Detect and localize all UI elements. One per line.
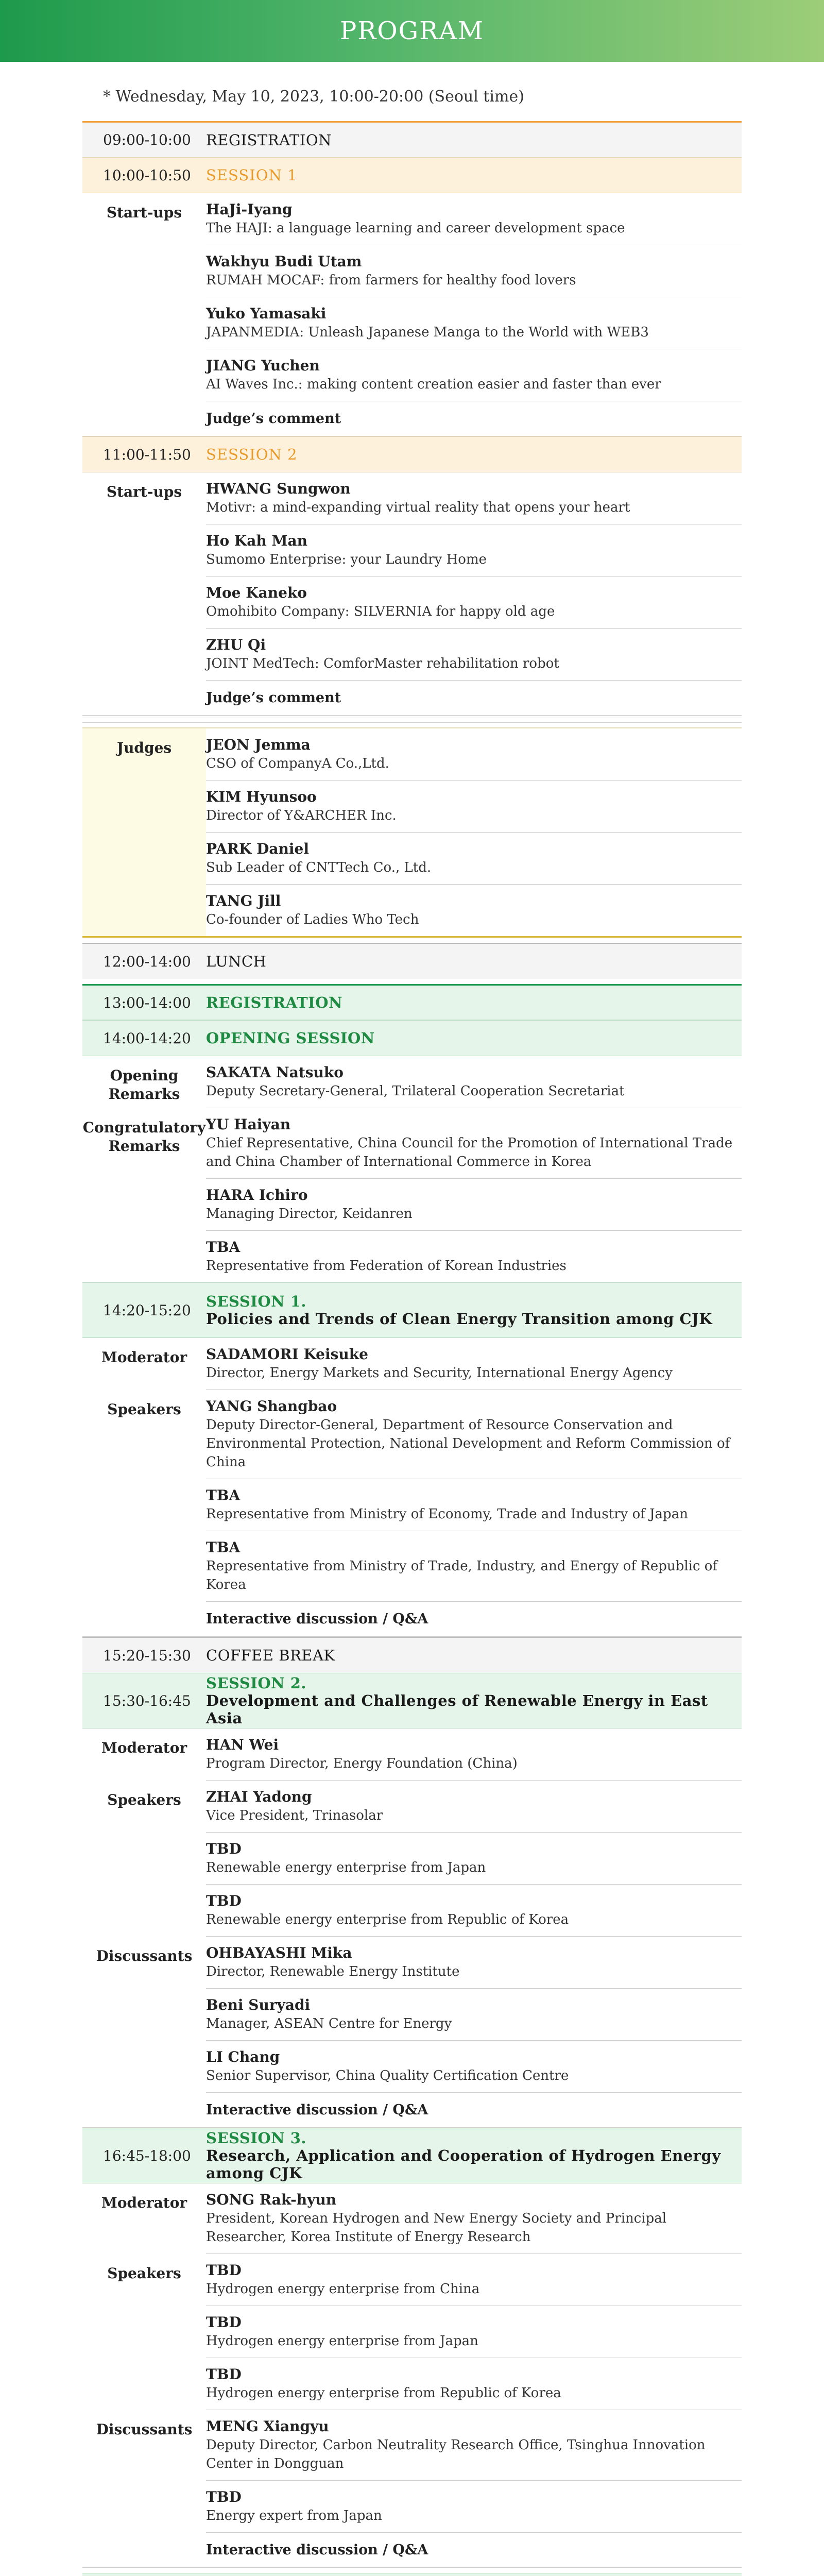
participant-name: SONG Rak-hyun <box>206 2191 337 2208</box>
closing-session-header <box>82 2573 742 2576</box>
role-group <box>82 1390 742 1602</box>
role-group <box>82 2254 742 2410</box>
participant-name: YANG Shangbao <box>206 1398 337 1415</box>
note-row <box>82 2533 742 2568</box>
session-note: Judge’s comment <box>206 690 341 706</box>
session-title: SESSION 1. <box>206 1293 307 1310</box>
participant-entry <box>206 1531 742 1602</box>
role-label: Opening Remarks <box>108 1067 180 1103</box>
session3-header <box>82 2128 742 2183</box>
participant-entry <box>206 1056 742 1108</box>
role-group <box>82 1056 742 1108</box>
participant-desc: Representative from Ministry of Economy, Trade and Industry of Japan <box>206 1506 688 1522</box>
participant-name: Moe Kaneko <box>206 584 307 601</box>
role-group <box>82 1937 742 2093</box>
role-group <box>82 1781 742 1937</box>
divider <box>82 718 742 723</box>
session-note: Interactive discussion / Q&A <box>206 2102 428 2118</box>
judge-entry <box>206 833 742 885</box>
coffee-break-row <box>82 1637 742 1673</box>
participant-entry <box>206 2183 742 2254</box>
page-title: PROGRAM <box>339 16 485 45</box>
session-title: REGISTRATION <box>206 994 342 1011</box>
session-note: Interactive discussion / Q&A <box>206 1611 428 1627</box>
session-title: OPENING SESSION <box>206 1029 375 1047</box>
session1-header <box>82 1282 742 1338</box>
participant-name: ZHU Qi <box>206 636 266 653</box>
opening-session-header <box>82 1020 742 1056</box>
time-cell: 16:45-18:00 <box>103 2147 191 2164</box>
note-row <box>82 401 742 436</box>
role-group <box>82 2183 742 2254</box>
participant-name: SAKATA Natsuko <box>206 1064 344 1081</box>
participant-name: MENG Xiangyu <box>206 2418 329 2435</box>
participant-entry <box>206 245 742 297</box>
participant-name: ZHAI Yadong <box>206 1788 312 1805</box>
participant-entry <box>206 1179 742 1231</box>
participant-entry <box>206 1108 742 1179</box>
registration-row <box>82 121 742 157</box>
participant-desc: RUMAH MOCAF: from farmers for healthy food lovers <box>206 273 576 288</box>
program-banner <box>0 0 824 62</box>
participant-desc: JOINT MedTech: ComforMaster rehabilitation robot <box>206 656 559 671</box>
participant-name: OHBAYASHI Mika <box>206 1944 352 1961</box>
role-group <box>82 1728 742 1781</box>
role-label: Judges <box>116 739 172 756</box>
participant-desc: Senior Supervisor, China Quality Certification Centre <box>206 2068 569 2083</box>
judge-desc: Co-founder of Ladies Who Tech <box>206 912 419 927</box>
participant-desc: Deputy Director-General, Department of Resource Conservation and Environmental Protection, National Development and Reform Commission of China <box>206 1417 730 1470</box>
participant-desc: Program Director, Energy Foundation (China) <box>206 1756 518 1771</box>
note-row <box>82 2093 742 2128</box>
session-note: Interactive discussion / Q&A <box>206 2542 428 2558</box>
judge-desc: Sub Leader of CNTTech Co., Ltd. <box>206 860 432 875</box>
participant-desc: Representative from Federation of Korean Industries <box>206 1258 566 1274</box>
participant-name: Wakhyu Budi Utam <box>206 253 362 270</box>
participant-name: TBA <box>206 1487 241 1504</box>
participant-entry <box>206 1781 742 1833</box>
time-cell: 09:00-10:00 <box>103 131 191 148</box>
session-title: REGISTRATION <box>206 131 332 149</box>
note-row <box>82 1602 742 1637</box>
role-label: Moderator <box>101 1739 187 1756</box>
participant-name: HAN Wei <box>206 1736 279 1753</box>
participant-entry <box>206 1231 742 1282</box>
judge-entry <box>206 885 742 936</box>
participant-name: TBD <box>206 1840 242 1857</box>
participant-desc: Managing Director, Keidanren <box>206 1206 413 1222</box>
participant-entry <box>206 629 742 681</box>
note-row <box>82 681 742 716</box>
participant-entry <box>206 297 742 349</box>
participant-entry <box>206 1390 742 1479</box>
participant-name: LI Chang <box>206 2048 280 2065</box>
participant-entry <box>206 2358 742 2410</box>
participant-desc: President, Korean Hydrogen and New Energy Society and Principal Researcher, Korea Institute of Energy Research <box>206 2211 667 2245</box>
participant-desc: Director, Renewable Energy Institute <box>206 1964 460 1979</box>
session-title: SESSION 1 <box>206 166 298 184</box>
participant-desc: Vice President, Trinasolar <box>206 1808 383 1823</box>
session-subtitle: Development and Challenges of Renewable Energy in East Asia <box>206 1692 708 1727</box>
role-group <box>82 1108 742 1282</box>
participant-name: Ho Kah Man <box>206 532 307 549</box>
participant-name: HaJi-Iyang <box>206 201 293 218</box>
participant-name: SADAMORI Keisuke <box>206 1346 368 1363</box>
participant-name: TBD <box>206 2366 242 2383</box>
participant-name: Beni Suryadi <box>206 1996 311 2013</box>
participant-entry <box>206 1989 742 2041</box>
participant-desc: Chief Representative, China Council for the Promotion of International Trade and China Chamber of International Commerce in Korea <box>206 1136 733 1170</box>
registration-row <box>82 984 742 1020</box>
time-cell <box>82 2573 206 2576</box>
judges-group <box>82 727 742 938</box>
role-group <box>82 1338 742 1390</box>
judge-name: JEON Jemma <box>206 736 311 753</box>
role-label: Speakers <box>107 2265 181 2282</box>
session-title: SESSION 3. <box>206 2129 307 2147</box>
role-label: Speakers <box>107 1791 181 1808</box>
time-cell: 15:30-16:45 <box>103 1692 191 1709</box>
role-label: Start-ups <box>106 204 182 221</box>
judge-name: KIM Hyunsoo <box>206 788 317 805</box>
role-group <box>82 193 742 401</box>
participant-name: HARA Ichiro <box>206 1187 308 1204</box>
participant-desc: Hydrogen energy enterprise from Republic of Korea <box>206 2385 561 2401</box>
time-cell: 11:00-11:50 <box>103 446 191 463</box>
participant-entry <box>206 1728 742 1781</box>
time-cell: 10:00-10:50 <box>103 166 191 184</box>
participant-desc: Manager, ASEAN Centre for Energy <box>206 2016 452 2031</box>
session1-header <box>82 157 742 193</box>
participant-entry <box>206 577 742 629</box>
participant-desc: Hydrogen energy enterprise from Japan <box>206 2333 478 2349</box>
session2-header <box>82 1673 742 1728</box>
participant-desc: Renewable energy enterprise from Japan <box>206 1860 486 1875</box>
judge-name: TANG Jill <box>206 892 281 909</box>
participant-entry <box>206 193 742 245</box>
participant-name: TBA <box>206 1239 241 1256</box>
participant-name: TBD <box>206 2262 242 2279</box>
participant-name: TBD <box>206 2314 242 2331</box>
time-cell: 14:20-15:20 <box>103 1301 191 1319</box>
participant-desc: AI Waves Inc.: making content creation easier and faster than ever <box>206 377 661 392</box>
participant-name: TBD <box>206 1892 242 1909</box>
participant-name: Yuko Yamasaki <box>206 305 327 322</box>
session-note: Judge’s comment <box>206 411 341 427</box>
participant-desc: Sumomo Enterprise: your Laundry Home <box>206 552 487 567</box>
participant-desc: Hydrogen energy enterprise from China <box>206 2281 480 2297</box>
session-subtitle: Research, Application and Cooperation of Hydrogen Energy among CJK <box>206 2147 721 2182</box>
participant-desc: JAPANMEDIA: Unleash Japanese Manga to the World with WEB3 <box>206 325 649 340</box>
participant-name: HWANG Sungwon <box>206 480 351 497</box>
participant-desc: Renewable energy enterprise from Republic of Korea <box>206 1912 569 1927</box>
participant-entry <box>206 349 742 401</box>
session-title <box>206 2573 742 2576</box>
participant-name: YU Haiyan <box>206 1116 291 1133</box>
time-cell: 15:20-15:30 <box>103 1647 191 1664</box>
time-cell: 14:00-14:20 <box>103 1029 191 1047</box>
lunch-row <box>82 943 742 979</box>
participant-desc: The HAJI: a language learning and career development space <box>206 221 625 236</box>
participant-entry <box>206 2254 742 2306</box>
judge-desc: CSO of CompanyA Co.,Ltd. <box>206 756 389 771</box>
time-cell: 12:00-14:00 <box>103 953 191 970</box>
role-label: Moderator <box>101 2194 187 2211</box>
judge-name: PARK Daniel <box>206 840 309 857</box>
participant-desc: Energy expert from Japan <box>206 2508 382 2523</box>
session-title: SESSION 2 <box>206 446 298 463</box>
participant-entry <box>206 2041 742 2093</box>
time-cell: 13:00-14:00 <box>103 994 191 1011</box>
participant-desc: Omohibito Company: SILVERNIA for happy old age <box>206 604 555 619</box>
role-label: Discussants <box>96 2421 193 2438</box>
participant-entry <box>206 524 742 577</box>
session2-header <box>82 436 742 472</box>
role-label: Discussants <box>96 1947 193 1964</box>
participant-entry <box>206 2481 742 2533</box>
role-label: Speakers <box>107 1401 181 1418</box>
participant-name: TBA <box>206 1539 241 1556</box>
session-title: SESSION 2. <box>206 1674 307 1692</box>
judge-entry <box>206 728 742 781</box>
role-label: Congratulatory Remarks <box>82 1119 206 1155</box>
participant-entry <box>206 1833 742 1885</box>
session-subtitle: Policies and Trends of Clean Energy Transition among CJK <box>206 1310 712 1328</box>
role-label: Moderator <box>101 1349 187 1366</box>
participant-desc: Motivr: a mind-expanding virtual reality that opens your heart <box>206 500 630 515</box>
participant-name: JIANG Yuchen <box>206 357 320 374</box>
event-date: * Wednesday, May 10, 2023, 10:00-20:00 (Seoul time) <box>103 88 524 106</box>
participant-entry <box>206 1885 742 1937</box>
participant-entry <box>206 2410 742 2481</box>
participant-desc: Deputy Secretary-General, Trilateral Cooperation Secretariat <box>206 1083 625 1099</box>
participant-entry <box>206 1937 742 1989</box>
role-group <box>82 472 742 681</box>
participant-entry <box>206 2306 742 2358</box>
judge-desc: Director of Y&ARCHER Inc. <box>206 808 397 823</box>
program-table <box>82 121 742 2576</box>
role-label: Start-ups <box>106 483 182 500</box>
participant-desc: Representative from Ministry of Trade, Industry, and Energy of Republic of Korea <box>206 1558 718 1592</box>
session-title: LUNCH <box>206 953 267 970</box>
participant-desc: Deputy Director, Carbon Neutrality Research Office, Tsinghua Innovation Center in Dongguan <box>206 2437 706 2471</box>
participant-entry <box>206 1338 742 1390</box>
judge-entry <box>206 781 742 833</box>
role-group <box>82 2410 742 2533</box>
participant-entry <box>206 1479 742 1531</box>
session-title: COFFEE BREAK <box>206 1647 335 1664</box>
participant-desc: Director, Energy Markets and Security, International Energy Agency <box>206 1365 673 1381</box>
participant-entry <box>206 472 742 524</box>
participant-name: TBD <box>206 2488 242 2505</box>
